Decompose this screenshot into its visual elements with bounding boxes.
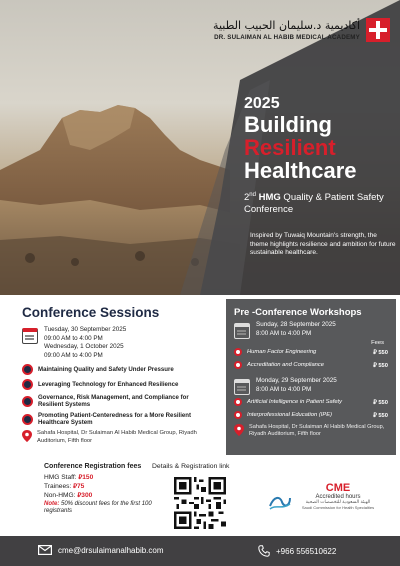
fee-row: HMG Staff: ⃁150: [44, 474, 94, 481]
workshop-item: Artificial Intelligence in Patient Safety ⃁ 550: [234, 398, 388, 406]
registration-link-label: Details & Registration link: [152, 463, 230, 470]
workshop-day-2: Monday, 29 September 2025 8:00 AM to 4:00 PM: [234, 377, 388, 395]
location-pin-icon: [22, 430, 32, 442]
title-healthcare: Healthcare: [244, 157, 357, 183]
logo-cross-icon: [366, 18, 390, 42]
phone-number[interactable]: +966 556510622: [276, 546, 337, 556]
bullet-icon: [234, 398, 242, 406]
title-year: 2025: [244, 95, 280, 112]
email-address[interactable]: cme@drsulaimanalhabib.com: [58, 545, 164, 555]
fees-header: Fees: [371, 340, 384, 346]
fees-title: Conference Registration fees: [44, 463, 142, 470]
sessions-section: [0, 295, 400, 457]
calendar-icon: [234, 323, 250, 339]
fee-row: Non-HMG: ⃁300: [44, 492, 93, 500]
theme-description: Inspired by Tuwaiq Mountain's strength, the theme highlights resilience and ambition for future sustainable healthcare.: [250, 232, 396, 257]
calendar-icon: [22, 328, 38, 344]
list-item: Maintaining Quality and Safety Under Pressure: [22, 364, 200, 375]
logo-arabic-name: أكاديمية د.سليمان الحبيب الطبية: [213, 19, 360, 32]
bullet-icon: [234, 361, 242, 369]
fee-row: Trainees: ⃁75: [44, 483, 85, 491]
workshop-item: Interprofessional Education (IPE) ⃁ 550: [234, 411, 388, 419]
list-item: Leveraging Technology for Enhanced Resilience: [22, 379, 200, 390]
academy-logo: [213, 18, 390, 42]
cme-subtitle: Accredited hours: [315, 494, 361, 500]
title-building: Building: [244, 111, 332, 137]
conference-title: [244, 96, 394, 182]
discount-note: Note: 50% discount fees for the first 100 registrants: [44, 500, 152, 515]
cme-title: CME: [325, 482, 351, 494]
workshop-venue: Sahafa Hospital, Dr Sulaiman Al Habib Medical Group, Riyadh Auditorium, Fifth floor: [234, 424, 388, 439]
logo-english-name: DR. SULAIMAN AL HABIB MEDICAL ACADEMY: [214, 34, 360, 41]
conference-sessions: [22, 305, 200, 445]
session-venue: Sahafa Hospital, Dr Sulaiman Al Habib Medical Group, Riyadh Auditorium, Fifth floor: [22, 430, 200, 445]
session-topics: [22, 364, 200, 426]
scfhs-arabic-name: الهيئة السعودية للتخصصات الصحية: [305, 500, 371, 505]
conference-subtitle: 2nd HMG Quality & Patient Safety Conference: [244, 192, 384, 215]
registration-section: [0, 457, 400, 536]
cme-accreditation: [268, 482, 388, 510]
location-pin-icon: [234, 424, 244, 436]
bullet-icon: [22, 364, 33, 375]
workshops-title: Pre -Conference Workshops: [234, 307, 362, 318]
bullet-icon: [234, 411, 242, 419]
email-contact[interactable]: [38, 545, 164, 555]
sessions-title: Conference Sessions: [22, 305, 160, 320]
bullet-icon: [22, 414, 33, 425]
contact-footer: [0, 536, 400, 566]
pre-conference-workshops: [226, 299, 396, 455]
scfhs-logo-icon: [268, 492, 292, 512]
list-item: Governance, Risk Management, and Compliance for Resilient Systems: [22, 394, 200, 408]
list-item: Promoting Patient-Centeredness for a More Resilient Healthcare System: [22, 412, 200, 426]
registration-qr-code[interactable]: [174, 477, 226, 529]
workshop-item: Accreditation and Compliance ⃁ 550: [234, 361, 388, 369]
session-dates: Tuesday, 30 September 2025 09:00 AM to 4:00 PM Wednesday, 1 October 2025 09:00 AM to 4:00 PM: [22, 326, 200, 360]
bullet-icon: [22, 379, 33, 390]
bullet-icon: [234, 348, 242, 356]
registration-fees: [44, 463, 164, 516]
bullet-icon: [22, 396, 33, 407]
mail-icon: [38, 545, 52, 555]
phone-icon: [258, 545, 270, 557]
calendar-icon: [234, 379, 250, 395]
title-resilient: Resilient: [244, 134, 336, 160]
workshop-day-1: Sunday, 28 September 2025 8:00 AM to 4:00 PM: [234, 321, 388, 339]
workshop-item: Human Factor Engineering ⃁ 550: [234, 348, 388, 356]
phone-contact[interactable]: [258, 545, 336, 557]
scfhs-english-name: Saudi Commission for Health Specialties: [301, 505, 375, 510]
